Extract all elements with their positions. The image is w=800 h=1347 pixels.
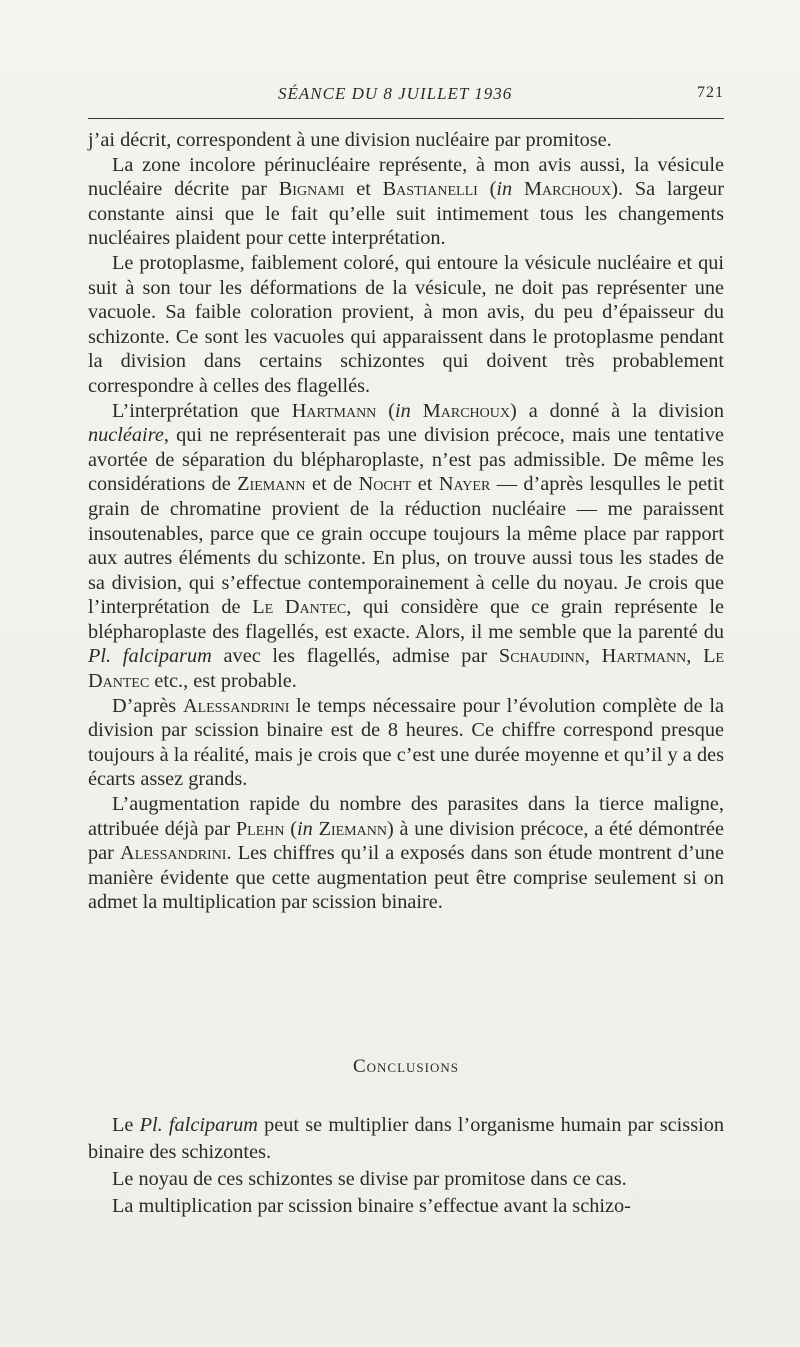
conclusion-3: La multiplication par scission binaire s’effectue avant la schizo- xyxy=(112,1195,631,1217)
author-name: Alessandrini xyxy=(120,842,227,865)
author-name: Marchoux xyxy=(523,178,612,201)
conclusion-2: Le noyau de ces schizontes se divise par promitose dans ce cas. xyxy=(112,1168,627,1190)
conclusion-1: Le Pl. falciparum peut se multiplier dans l’organisme humain par scission binaire des schizontes. xyxy=(88,1114,724,1163)
author-name: Bastianelli xyxy=(382,178,478,201)
page-number: 721 xyxy=(697,84,724,101)
author-name: Plehn xyxy=(235,817,285,840)
species-name: Pl. falciparum xyxy=(88,645,212,668)
paragraph-1: j’ai décrit, correspondent à une division nucléaire par promitose. xyxy=(88,129,612,151)
paragraph-3: Le protoplasme, faiblement coloré, qui entoure la vésicule nucléaire et qui suit à son tour les déformations de la vésicule, ne doit pas représenter une vacuole. Sa faible coloration provient, à mon avis, du peu d’épaisseur du schizonte. Ce sont les vacuoles qui apparaissent dans le protoplasme pendant la division dans certains schizontes qui doivent très probablement correspondre à celles des flagellés. xyxy=(88,251,724,397)
author-name: Marchoux xyxy=(422,399,510,422)
paragraph-5: D’après Alessandrini le temps nécessaire pour l’évolution complète de la division par scission binaire est de 8 heures. Ce chiffre correspond presque toujours à la réalité, mais je crois que c’est une durée moyenne et qu’il y a des écarts assez grands. xyxy=(88,694,724,791)
author-name: Ziemann xyxy=(237,473,306,496)
author-name: Le Dantec xyxy=(88,645,725,693)
author-name: Hartmann xyxy=(291,399,377,422)
author-name: Schaudinn xyxy=(498,645,585,668)
paragraph-2: La zone incolore périnucléaire représente, à mon avis aussi, la vésicule nucléaire décrite par Bignami et Bastianelli (in Marchoux). Sa largeur constante ainsi que le fait qu’elle suit intimement tous les changements nucléaires plaident pour cette interprétation. xyxy=(88,153,724,250)
species-name: Pl. falciparum xyxy=(139,1114,258,1136)
author-name: Hartmann xyxy=(601,645,687,668)
conclusions-text xyxy=(88,1112,724,1220)
author-name: Alessandrini xyxy=(182,694,290,717)
section-heading-conclusions: Conclusions xyxy=(352,1056,459,1077)
author-name: Bignami xyxy=(278,178,345,201)
author-name: Le Dantec xyxy=(252,596,347,619)
running-head xyxy=(88,84,724,108)
paragraph-4: L’interprétation que Hartmann (in Marchoux) a donné à la division nucléaire, qui ne représenterait pas une division précoce, mais une tentative avortée de séparation du blépharoplaste, n’est pas admissible. De même les considérations de Ziemann et de Nocht et Nayer — d’après lesqulles le petit grain de chromatine provient de la réduction nucléaire — me paraissent insoutenables, parce que ce grain occupe toujours la même place par rapport aux autres éléments du schizonte. En plus, on trouve aussi tous les stades de sa division, qui s’effectue contemporainement à celle du noyau. Je crois que l’interprétation de Le Dantec, qui considère que ce grain représente le blépharoplaste des flagellés, est exacte. Alors, il me semble que la parenté du Pl. falciparum avec les flagellés, admise par Schaudinn, Hartmann, Le Dantec etc., est probable. xyxy=(88,399,725,693)
header-rule xyxy=(88,118,724,119)
body-text xyxy=(88,128,724,915)
author-name: Nocht xyxy=(358,473,412,496)
author-name: Ziemann xyxy=(318,817,387,840)
running-title: SÉANCE DU 8 JUILLET 1936 xyxy=(278,84,513,103)
author-name: Nayer xyxy=(438,473,491,496)
paragraph-6: L’augmentation rapide du nombre des parasites dans la tierce maligne, attribuée déjà par Plehn (in Ziemann) à une division précoce, a été démontrée par Alessandrini. Les chiffres qu’il a exposés dans son étude montrent d’une manière évidente que cette augmentation peut être comprise seulement si on admet la multiplication par scission binaire. xyxy=(88,793,725,914)
